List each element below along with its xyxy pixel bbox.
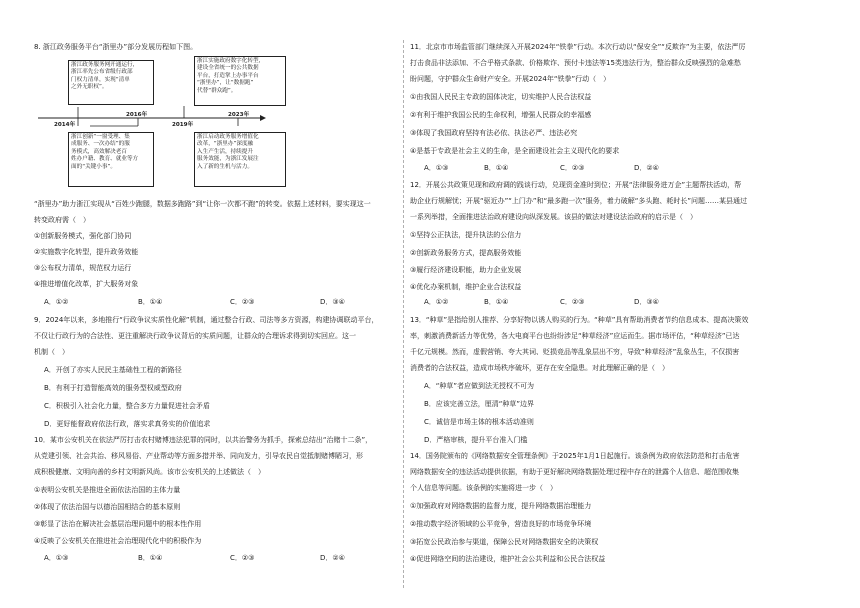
q14-item-4: ④促进网络空间的法治建设，维护社会公共利益和公民合法权益 xyxy=(410,555,606,563)
year-2014: 2014年 xyxy=(54,122,76,128)
q8-option-b[interactable]: B．①④ xyxy=(138,298,163,306)
q12-stem-2: 助企业行规解忧；开展“驱近办”“上门办”和“最多跑一次”服务，着力破解“多头跑、耗时长”问题……某县通过 xyxy=(410,197,748,205)
q10-item-4: ④反映了公安机关在推进社会治理现代化中的积极作为 xyxy=(34,537,202,545)
q11-item-2: ②有利于维护我国公民的生命权利，增强人民群众的幸福感 xyxy=(410,111,592,119)
q11-item-1: ①由我国人民民主专政的国体决定，切实维护人民合法权益 xyxy=(410,93,592,101)
q10-option-d[interactable]: D．②④ xyxy=(320,554,345,562)
q9-option-b[interactable]: B．有利于打造智能高效的服务型权威型政府 xyxy=(44,384,182,392)
q12-option-c[interactable]: C．②③ xyxy=(560,298,585,306)
q12-option-b[interactable]: B．①④ xyxy=(484,298,509,306)
q11-option-d[interactable]: D．②④ xyxy=(634,164,659,172)
q11-option-c[interactable]: C．②③ xyxy=(560,164,585,172)
year-2016: 2016年 xyxy=(126,112,148,118)
box-2014-bottom: 浙江创新“一窗受理、集 成服务、一次办结”的服 务模式，高效解决老百 姓办户籍、教育、就业等方 面的“关键小事”。 xyxy=(68,132,154,187)
q12-option-d[interactable]: D．③④ xyxy=(634,298,659,306)
q11-option-b[interactable]: B．①④ xyxy=(484,164,509,172)
q13-stem-2: 率，刺激消费新活力等优势，各大电商平台也纷纷涉足“种草经济”应运而生。据市场评估，“种草经济”已达 xyxy=(410,332,740,340)
q14-stem-2: 网络数据安全的违法活动提供依据，有助于更好解决网络数据处理过程中存在的泄露个人信息、超范围收集 xyxy=(410,468,739,476)
q13-option-b[interactable]: B．应该完善立法，厘清“种草”边界 xyxy=(424,400,535,408)
q10-option-a[interactable]: A．①③ xyxy=(44,554,69,562)
q12-stem-1: 12．开展公共政策见现和政府调的践谈行动，兑现资金准时到位；开展“法律服务进万企”主题帮扶活动，帮 xyxy=(410,181,742,189)
q10-option-b[interactable]: B．①④ xyxy=(138,554,163,562)
q14-stem-1: 14．国务院颁布的《网络数据安全管理条例》于2025年1月1日起施行。该条例为政府依法防范和打击危害 xyxy=(410,452,740,460)
year-2023: 2023年 xyxy=(228,112,250,118)
q10-item-1: ①表明公安机关是推进全面依法治国的主体力量 xyxy=(34,486,181,494)
q11-stem-2: 打击食品非法添加、不合乎格式条款、价格欺诈、预付卡违法等15类违法行为，整治群众反映强烈的急难愁 xyxy=(410,59,741,67)
q8-timeline-diagram xyxy=(38,52,268,196)
q12-option-a[interactable]: A．①② xyxy=(424,298,449,306)
box-2023-bottom: 浙江启动政务服务增值化 改革，“浙里办”深度融 入生产生活，持续提升 服务效能，为浙江发展注 入了新的生机与活力。 xyxy=(194,132,286,187)
q13-stem-1: 13．“种草”是指给别人推荐、分享好物以诱人购买的行为。“种草”具有帮助消费者节约信息成本、提高决策效 xyxy=(410,316,749,324)
q9-option-d[interactable]: D．更好能督政府依法行政，落实求真务实的价值追求 xyxy=(44,420,211,428)
q10-stem-3: 成积极健康、文明向善的乡村文明新风尚。该市公安机关的上述做法（ ） xyxy=(34,468,265,476)
q9-stem-1: 9．2024年以来，多地推行“行政争议实质性化解”机制，通过整合行政、司法等多方资源，构建协调联动平台， xyxy=(34,316,379,324)
q9-stem-3: 机制（ ） xyxy=(34,348,69,356)
q14-stem-3: 个人信息等问题。该条例的实施将进一步（ ） xyxy=(410,484,557,492)
q8-after-1: “浙里办”助力浙江实现从“百姓少跑腿，数据多跑路”到“让你一次都不跑”的转变。依据上述材料，要实现这一 xyxy=(34,200,371,208)
q10-item-2: ②体现了依法治国与以德治国相结合的基本原则 xyxy=(34,503,181,511)
q12-item-4: ④优化办案机制，维护企业合法权益 xyxy=(410,283,522,291)
q12-item-2: ②创新政务服务方式，提高服务效能 xyxy=(410,249,522,257)
q9-option-a[interactable]: A．开创了亦实人民民主基础性工程的新路径 xyxy=(44,366,182,374)
q13-option-c[interactable]: C．诚信是市场主体的根本活动准则 xyxy=(424,418,534,426)
q9-stem-2: 不仅让行政行为的合法性、更注重解决行政争议背后的实质问题，让群众的合理诉求得到切实回应。这一 xyxy=(34,332,356,340)
q11-item-4: ④是基于专政是社会主义的生命，是全面建设社会主义现代化的要求 xyxy=(410,147,620,155)
q12-item-1: ①坚持公正执法，提升执法的公信力 xyxy=(410,231,522,239)
q13-stem-4: 消费者的合法权益，造成市场秩序破坏，更存在安全隐患。对此理解正确的是（ ） xyxy=(410,364,669,372)
q10-option-c[interactable]: C．②③ xyxy=(230,554,255,562)
q14-item-1: ①加强政府对网络数据的监督力度，提升网络数据治理能力 xyxy=(410,502,592,510)
q10-stem-2: 从党建引领、社会共治、移风易俗、产业帮动等方面多措并举、同向发力，引导农民自觉抵制赌博陋习，形 xyxy=(34,452,363,460)
year-2019: 2019年 xyxy=(172,122,194,128)
q8-option-d[interactable]: D．③④ xyxy=(320,298,345,306)
q13-option-d[interactable]: D．严格审核，提升平台准入门槛 xyxy=(424,436,528,444)
q8-after-2: 转变政府需（ ） xyxy=(34,216,90,224)
box-2014-top: 浙江政务服务网开通运行， 浙江率先公布省级行政部 门权力清单，实现“清单 之外无职权”。 xyxy=(68,60,154,105)
q11-item-3: ③体现了我国政府坚持有法必依、执法必严、违法必究 xyxy=(410,129,578,137)
q12-item-3: ③履行经济建设职能，助力企业发展 xyxy=(410,266,522,274)
q11-stem-1: 11．北京市市场监管部门继续深入开展2024年“铁拳”行动。本次行动以“保安全”“反欺诈”为主要，依法严厉 xyxy=(410,43,746,51)
q11-stem-3: 盼问题，守护群众生命财产安全。开展2024年“铁拳”行动（ ） xyxy=(410,75,611,83)
q12-stem-3: 一系列举措，全面推进法治政府建设向纵深发展。该县的做法对建设法治政府的启示是（ ） xyxy=(410,213,697,221)
q10-item-3: ③彰显了法治在解决社会基层治理问题中的根本性作用 xyxy=(34,520,202,528)
q8-option-a[interactable]: A．①② xyxy=(44,298,69,306)
q8-item-1: ①创新服务模式，强化部门协同 xyxy=(34,232,132,240)
q8-item-4: ④推进增值化改革，扩大服务对象 xyxy=(34,280,139,288)
q14-item-2: ②推动数字经济领域的公平竞争，营造良好的市场竞争环境 xyxy=(410,520,592,528)
q8-item-2: ②实施数字化转型，提升政务效能 xyxy=(34,248,139,256)
q10-stem-1: 10．某市公安机关在依法严厉打击农村赌博违法犯罪的同时，以共治警务为抓手，探索总结出“治赌十二条”， xyxy=(34,436,373,444)
q8-stem: 8. 浙江政务服务平台“浙里办”部分发展历程如下图。 xyxy=(34,43,198,51)
q11-option-a[interactable]: A．①③ xyxy=(424,164,449,172)
q14-item-3: ③拓宽公民政治参与渠道，保障公民对网络数据安全的决策权 xyxy=(410,538,599,546)
q13-stem-3: 千亿元规模。然而，虚假营销、夸大其词、贬损竞品等乱象层出不穷，导致“种草经济”乱象丛生，不仅损害 xyxy=(410,348,740,356)
q8-option-c[interactable]: C．②③ xyxy=(230,298,255,306)
q8-item-3: ③公布权力清单，规范权力运行 xyxy=(34,264,132,272)
box-2019-top: 浙江实施政府数字化转型， 建设全省统一的公共数据 平台，打造掌上办事平台 “浙里办”，让“数据跑” 代替“群众跑”。 xyxy=(194,56,286,106)
q13-option-a[interactable]: A．“种草”者应做到法无授权不可为 xyxy=(424,382,535,390)
column-divider xyxy=(403,40,404,588)
q9-option-c[interactable]: C．积极引入社会化力量，整合多方力量促进社会矛盾 xyxy=(44,402,210,410)
